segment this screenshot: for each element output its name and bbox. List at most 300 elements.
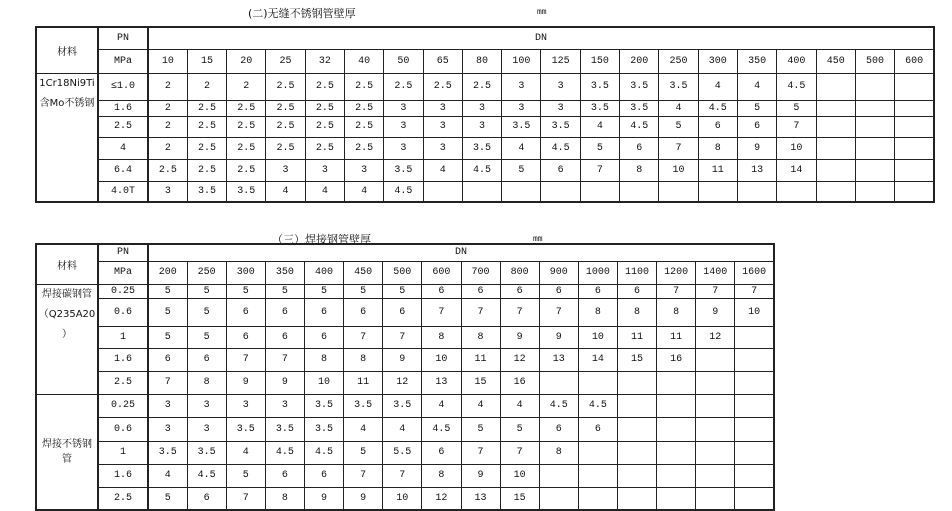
thickness-cell: 3 bbox=[462, 116, 501, 137]
thickness-cell: 6 bbox=[305, 298, 344, 326]
thickness-cell: 3.5 bbox=[383, 394, 422, 417]
thickness-cell bbox=[895, 159, 934, 181]
thickness-cell bbox=[696, 487, 735, 510]
dn-value: 1400 bbox=[696, 261, 735, 284]
thickness-cell: 7 bbox=[735, 284, 774, 298]
thickness-cell: 3 bbox=[344, 159, 383, 181]
thickness-cell: 3 bbox=[148, 417, 187, 441]
thickness-cell bbox=[539, 371, 578, 394]
thickness-cell bbox=[657, 417, 696, 441]
thickness-cell: 8 bbox=[344, 348, 383, 371]
thickness-cell: 6 bbox=[383, 298, 422, 326]
dn-value: 10 bbox=[148, 49, 187, 73]
thickness-cell bbox=[696, 441, 735, 464]
thickness-cell: 2 bbox=[227, 73, 266, 100]
pn-value: 2.5 bbox=[98, 371, 148, 394]
thickness-cell: 3 bbox=[266, 159, 305, 181]
thickness-cell bbox=[578, 464, 617, 487]
thickness-cell: 4 bbox=[461, 394, 500, 417]
thickness-cell: 4 bbox=[305, 181, 344, 202]
thickness-cell: 6 bbox=[265, 464, 304, 487]
thickness-cell: 13 bbox=[737, 159, 776, 181]
thickness-cell bbox=[855, 100, 894, 116]
dn-value: 400 bbox=[777, 49, 816, 73]
pn-value: 0.25 bbox=[98, 394, 148, 417]
thickness-cell: 9 bbox=[226, 371, 265, 394]
thickness-cell bbox=[696, 464, 735, 487]
thickness-cell bbox=[578, 371, 617, 394]
thickness-cell: 7 bbox=[500, 298, 539, 326]
thickness-cell: 12 bbox=[383, 371, 422, 394]
thickness-cell: 7 bbox=[148, 371, 187, 394]
thickness-cell: 10 bbox=[500, 464, 539, 487]
thickness-cell: 7 bbox=[344, 464, 383, 487]
thickness-cell: 4 bbox=[502, 137, 541, 159]
thickness-cell bbox=[659, 181, 698, 202]
thickness-cell: 3.5 bbox=[227, 181, 266, 202]
dn-value: 80 bbox=[462, 49, 501, 73]
thickness-cell: 10 bbox=[735, 298, 774, 326]
pn-header: PN bbox=[98, 244, 148, 261]
thickness-cell: 3 bbox=[384, 137, 423, 159]
table-row bbox=[36, 159, 934, 181]
thickness-cell: 4.5 bbox=[384, 181, 423, 202]
thickness-cell: 6 bbox=[305, 326, 344, 348]
thickness-cell: 2.5 bbox=[305, 73, 344, 100]
seamless-stainless-pipe-table bbox=[35, 26, 935, 203]
material-cell bbox=[36, 394, 98, 510]
thickness-cell: 5 bbox=[777, 100, 816, 116]
thickness-cell: 8 bbox=[618, 298, 657, 326]
thickness-cell: 10 bbox=[305, 371, 344, 394]
thickness-cell: 6 bbox=[461, 284, 500, 298]
dn-value: 600 bbox=[422, 261, 461, 284]
thickness-cell: 3.5 bbox=[265, 417, 304, 441]
thickness-cell: 3 bbox=[148, 394, 187, 417]
thickness-cell: 7 bbox=[265, 348, 304, 371]
thickness-cell: 4 bbox=[737, 73, 776, 100]
dn-value: 1200 bbox=[657, 261, 696, 284]
thickness-cell bbox=[618, 487, 657, 510]
thickness-cell: 10 bbox=[422, 348, 461, 371]
thickness-cell: 9 bbox=[737, 137, 776, 159]
thickness-cell: 3 bbox=[148, 181, 187, 202]
dn-value: 1100 bbox=[618, 261, 657, 284]
thickness-cell: 5 bbox=[305, 284, 344, 298]
table-row bbox=[36, 348, 774, 371]
thickness-cell: 12 bbox=[422, 487, 461, 510]
material-cell bbox=[36, 284, 98, 394]
thickness-cell: 12 bbox=[500, 348, 539, 371]
thickness-cell: 8 bbox=[461, 326, 500, 348]
thickness-cell: 5 bbox=[148, 298, 187, 326]
thickness-cell: 3.5 bbox=[502, 116, 541, 137]
thickness-cell: 3 bbox=[462, 100, 501, 116]
thickness-cell: 6 bbox=[422, 441, 461, 464]
thickness-cell: 6 bbox=[541, 159, 580, 181]
thickness-cell: 5 bbox=[187, 284, 226, 298]
thickness-cell: 4.5 bbox=[305, 441, 344, 464]
thickness-cell: 6 bbox=[737, 116, 776, 137]
dn-value: 25 bbox=[266, 49, 305, 73]
thickness-cell bbox=[855, 159, 894, 181]
thickness-cell: 3 bbox=[187, 417, 226, 441]
thickness-cell: 8 bbox=[698, 137, 737, 159]
dn-value: 200 bbox=[620, 49, 659, 73]
thickness-cell bbox=[816, 73, 855, 100]
material-name-line: （Q235A20 bbox=[38, 308, 96, 320]
thickness-cell: 2.5 bbox=[187, 159, 226, 181]
thickness-cell: 5 bbox=[226, 464, 265, 487]
dn-value: 1600 bbox=[735, 261, 774, 284]
thickness-cell: 6 bbox=[539, 284, 578, 298]
thickness-cell: 2.5 bbox=[344, 137, 383, 159]
thickness-cell bbox=[735, 394, 774, 417]
thickness-cell: 2.5 bbox=[305, 100, 344, 116]
thickness-cell: 4 bbox=[344, 181, 383, 202]
thickness-cell: 2.5 bbox=[462, 73, 501, 100]
thickness-cell: 5 bbox=[500, 417, 539, 441]
dn-value: 900 bbox=[539, 261, 578, 284]
pn-value: 0.25 bbox=[98, 284, 148, 298]
thickness-cell: 6 bbox=[148, 348, 187, 371]
thickness-cell: 5 bbox=[580, 137, 619, 159]
thickness-cell: 2.5 bbox=[384, 73, 423, 100]
table-row bbox=[36, 284, 774, 298]
thickness-cell: 5 bbox=[344, 284, 383, 298]
thickness-cell bbox=[657, 464, 696, 487]
thickness-cell: 11 bbox=[461, 348, 500, 371]
dn-row bbox=[36, 261, 774, 284]
thickness-cell: 6 bbox=[226, 326, 265, 348]
thickness-cell: 4.5 bbox=[422, 417, 461, 441]
dn-value: 350 bbox=[737, 49, 776, 73]
dn-value: 32 bbox=[305, 49, 344, 73]
thickness-cell bbox=[816, 159, 855, 181]
thickness-cell: 3 bbox=[502, 100, 541, 116]
thickness-cell: 2.5 bbox=[266, 100, 305, 116]
thickness-cell: 7 bbox=[659, 137, 698, 159]
thickness-cell bbox=[696, 371, 735, 394]
thickness-cell: 2.5 bbox=[266, 137, 305, 159]
dn-value: 15 bbox=[187, 49, 226, 73]
thickness-cell: 10 bbox=[777, 137, 816, 159]
thickness-cell bbox=[777, 181, 816, 202]
thickness-cell: 2.5 bbox=[344, 116, 383, 137]
thickness-cell: 9 bbox=[500, 326, 539, 348]
dn-value: 50 bbox=[384, 49, 423, 73]
pn-value: 2.5 bbox=[98, 487, 148, 510]
thickness-cell: 7 bbox=[461, 441, 500, 464]
thickness-cell bbox=[855, 116, 894, 137]
thickness-cell bbox=[696, 394, 735, 417]
thickness-cell: 3.5 bbox=[344, 394, 383, 417]
dn-value: 300 bbox=[226, 261, 265, 284]
dn-value: 200 bbox=[148, 261, 187, 284]
thickness-cell bbox=[816, 100, 855, 116]
thickness-cell: 2.5 bbox=[148, 159, 187, 181]
thickness-cell: 3.5 bbox=[620, 73, 659, 100]
thickness-cell: 5 bbox=[461, 417, 500, 441]
thickness-cell bbox=[696, 348, 735, 371]
thickness-cell: 5 bbox=[148, 487, 187, 510]
thickness-cell: 13 bbox=[422, 371, 461, 394]
material-name-line: 管 bbox=[62, 453, 72, 465]
thickness-cell: 11 bbox=[698, 159, 737, 181]
thickness-cell bbox=[541, 181, 580, 202]
thickness-cell: 3.5 bbox=[226, 417, 265, 441]
thickness-cell: 7 bbox=[539, 298, 578, 326]
pn-value: 4.0T bbox=[98, 181, 148, 202]
dn-value: 600 bbox=[895, 49, 934, 73]
thickness-cell: 3 bbox=[187, 394, 226, 417]
thickness-cell bbox=[895, 137, 934, 159]
thickness-cell: 4.5 bbox=[620, 116, 659, 137]
dn-value: 700 bbox=[461, 261, 500, 284]
thickness-cell: 7 bbox=[500, 441, 539, 464]
thickness-cell: 3.5 bbox=[580, 73, 619, 100]
thickness-cell: 5 bbox=[344, 441, 383, 464]
thickness-cell: 10 bbox=[659, 159, 698, 181]
thickness-cell: 2.5 bbox=[227, 137, 266, 159]
thickness-cell bbox=[539, 487, 578, 510]
material-name-line: 焊接不锈钢 bbox=[42, 438, 92, 450]
dn-value: 500 bbox=[855, 49, 894, 73]
thickness-cell: 5 bbox=[148, 284, 187, 298]
thickness-cell: 4 bbox=[423, 159, 462, 181]
thickness-cell: 2.5 bbox=[187, 137, 226, 159]
thickness-cell: 3 bbox=[541, 100, 580, 116]
thickness-cell: 15 bbox=[618, 348, 657, 371]
pn-unit: MPa bbox=[98, 49, 148, 73]
thickness-cell bbox=[895, 181, 934, 202]
thickness-cell: 11 bbox=[618, 326, 657, 348]
thickness-cell: 5 bbox=[383, 284, 422, 298]
pn-value: 0.6 bbox=[98, 417, 148, 441]
welded-pipe-table bbox=[35, 243, 775, 511]
thickness-cell: 5 bbox=[737, 100, 776, 116]
thickness-cell: 6 bbox=[578, 284, 617, 298]
table-row bbox=[36, 181, 934, 202]
thickness-cell: 5 bbox=[148, 326, 187, 348]
thickness-cell bbox=[618, 371, 657, 394]
thickness-cell: 3 bbox=[384, 100, 423, 116]
dn-value: 65 bbox=[423, 49, 462, 73]
thickness-cell: 5.5 bbox=[383, 441, 422, 464]
thickness-cell: 13 bbox=[539, 348, 578, 371]
thickness-cell: 7 bbox=[657, 284, 696, 298]
header-row bbox=[36, 27, 934, 49]
pn-value: 1.6 bbox=[98, 348, 148, 371]
thickness-cell: 4 bbox=[383, 417, 422, 441]
thickness-cell: 11 bbox=[344, 371, 383, 394]
dn-value: 1000 bbox=[578, 261, 617, 284]
thickness-cell bbox=[620, 181, 659, 202]
thickness-cell: 4.5 bbox=[265, 441, 304, 464]
thickness-cell: 2.5 bbox=[266, 73, 305, 100]
thickness-cell: 6 bbox=[698, 116, 737, 137]
thickness-cell: 3.5 bbox=[305, 394, 344, 417]
dn-value: 150 bbox=[580, 49, 619, 73]
thickness-cell: 3.5 bbox=[148, 441, 187, 464]
pn-header: PN bbox=[98, 27, 148, 49]
thickness-cell bbox=[895, 116, 934, 137]
thickness-cell bbox=[735, 441, 774, 464]
thickness-cell bbox=[618, 464, 657, 487]
material-header: 材料 bbox=[36, 27, 98, 73]
thickness-cell: 6 bbox=[187, 487, 226, 510]
dn-value: 40 bbox=[344, 49, 383, 73]
thickness-cell: 3.5 bbox=[541, 116, 580, 137]
thickness-cell: 9 bbox=[461, 464, 500, 487]
thickness-cell: 3.5 bbox=[462, 137, 501, 159]
thickness-cell: 6 bbox=[539, 417, 578, 441]
material-cell bbox=[36, 73, 98, 202]
thickness-cell: 2 bbox=[148, 116, 187, 137]
pn-value: 4 bbox=[98, 137, 148, 159]
thickness-cell bbox=[502, 181, 541, 202]
thickness-cell: 4 bbox=[422, 394, 461, 417]
thickness-cell: 4.5 bbox=[187, 464, 226, 487]
thickness-cell bbox=[696, 417, 735, 441]
thickness-cell: 2.5 bbox=[227, 159, 266, 181]
table-row bbox=[36, 137, 934, 159]
thickness-cell: 4.5 bbox=[698, 100, 737, 116]
thickness-cell bbox=[578, 441, 617, 464]
thickness-cell bbox=[895, 73, 934, 100]
thickness-cell bbox=[735, 348, 774, 371]
thickness-cell: 3.5 bbox=[187, 181, 226, 202]
table-row bbox=[36, 441, 774, 464]
thickness-cell: 5 bbox=[502, 159, 541, 181]
thickness-cell: 7 bbox=[383, 326, 422, 348]
thickness-cell: 3.5 bbox=[187, 441, 226, 464]
thickness-cell: 7 bbox=[226, 487, 265, 510]
dn-value: 300 bbox=[698, 49, 737, 73]
thickness-cell: 8 bbox=[422, 326, 461, 348]
thickness-cell: 2.5 bbox=[227, 116, 266, 137]
thickness-cell bbox=[657, 394, 696, 417]
pn-value: ≤1.0 bbox=[98, 73, 148, 100]
thickness-cell: 6 bbox=[618, 284, 657, 298]
thickness-cell: 2.5 bbox=[423, 73, 462, 100]
thickness-cell: 8 bbox=[265, 487, 304, 510]
thickness-cell: 9 bbox=[383, 348, 422, 371]
thickness-cell: 4.5 bbox=[777, 73, 816, 100]
thickness-cell: 3 bbox=[265, 394, 304, 417]
thickness-cell bbox=[657, 487, 696, 510]
thickness-cell: 2 bbox=[187, 73, 226, 100]
thickness-cell: 14 bbox=[578, 348, 617, 371]
thickness-cell: 2.5 bbox=[187, 116, 226, 137]
thickness-cell: 8 bbox=[305, 348, 344, 371]
thickness-cell: 9 bbox=[696, 298, 735, 326]
thickness-cell: 8 bbox=[657, 298, 696, 326]
thickness-cell: 10 bbox=[383, 487, 422, 510]
thickness-cell: 6 bbox=[187, 348, 226, 371]
dn-value: 800 bbox=[500, 261, 539, 284]
thickness-cell: 4 bbox=[226, 441, 265, 464]
thickness-cell: 3.5 bbox=[580, 100, 619, 116]
thickness-cell: 10 bbox=[578, 326, 617, 348]
thickness-cell bbox=[618, 441, 657, 464]
thickness-cell: 9 bbox=[344, 487, 383, 510]
thickness-cell: 2.5 bbox=[305, 137, 344, 159]
pn-value: 1 bbox=[98, 326, 148, 348]
thickness-cell: 3 bbox=[423, 137, 462, 159]
thickness-cell: 2 bbox=[148, 100, 187, 116]
thickness-cell: 7 bbox=[580, 159, 619, 181]
thickness-cell: 5 bbox=[659, 116, 698, 137]
thickness-cell: 4 bbox=[344, 417, 383, 441]
thickness-cell: 3.5 bbox=[384, 159, 423, 181]
thickness-cell: 5 bbox=[226, 284, 265, 298]
dn-value: 450 bbox=[816, 49, 855, 73]
thickness-cell bbox=[737, 181, 776, 202]
thickness-cell: 6 bbox=[500, 284, 539, 298]
thickness-cell: 4 bbox=[148, 464, 187, 487]
header-row bbox=[36, 244, 774, 261]
thickness-cell: 8 bbox=[578, 298, 617, 326]
thickness-cell bbox=[462, 181, 501, 202]
dn-header: DN bbox=[148, 244, 774, 261]
thickness-cell: 4 bbox=[500, 394, 539, 417]
thickness-cell: 7 bbox=[344, 326, 383, 348]
thickness-cell: 2 bbox=[148, 137, 187, 159]
thickness-cell: 6 bbox=[265, 326, 304, 348]
pn-value: 1.6 bbox=[98, 100, 148, 116]
dn-value: 250 bbox=[659, 49, 698, 73]
thickness-cell: 2.5 bbox=[344, 100, 383, 116]
thickness-cell: 7 bbox=[422, 298, 461, 326]
thickness-cell: 3 bbox=[541, 73, 580, 100]
dn-value: 100 bbox=[502, 49, 541, 73]
thickness-cell: 6 bbox=[305, 464, 344, 487]
thickness-cell: 4.5 bbox=[578, 394, 617, 417]
thickness-cell bbox=[657, 441, 696, 464]
thickness-cell bbox=[580, 181, 619, 202]
thickness-cell: 5 bbox=[187, 298, 226, 326]
thickness-cell: 3 bbox=[226, 394, 265, 417]
dn-value: 125 bbox=[541, 49, 580, 73]
thickness-cell: 6 bbox=[265, 298, 304, 326]
dn-header: DN bbox=[148, 27, 934, 49]
pn-unit: MPa bbox=[98, 261, 148, 284]
thickness-cell: 6 bbox=[422, 284, 461, 298]
thickness-cell: 2 bbox=[148, 73, 187, 100]
thickness-cell: 3 bbox=[384, 116, 423, 137]
pn-value: 6.4 bbox=[98, 159, 148, 181]
thickness-cell bbox=[895, 100, 934, 116]
thickness-cell: 8 bbox=[187, 371, 226, 394]
thickness-cell bbox=[816, 181, 855, 202]
thickness-cell bbox=[855, 73, 894, 100]
thickness-cell: 9 bbox=[539, 326, 578, 348]
thickness-cell: 6 bbox=[578, 417, 617, 441]
table-row bbox=[36, 487, 774, 510]
thickness-cell: 5 bbox=[187, 326, 226, 348]
thickness-cell: 2.5 bbox=[227, 100, 266, 116]
thickness-cell bbox=[735, 326, 774, 348]
table-row bbox=[36, 100, 934, 116]
thickness-cell: 9 bbox=[305, 487, 344, 510]
thickness-cell bbox=[735, 487, 774, 510]
dn-value: 450 bbox=[344, 261, 383, 284]
table-row bbox=[36, 371, 774, 394]
pn-value: 1.6 bbox=[98, 464, 148, 487]
thickness-cell: 16 bbox=[500, 371, 539, 394]
thickness-cell: 3 bbox=[502, 73, 541, 100]
